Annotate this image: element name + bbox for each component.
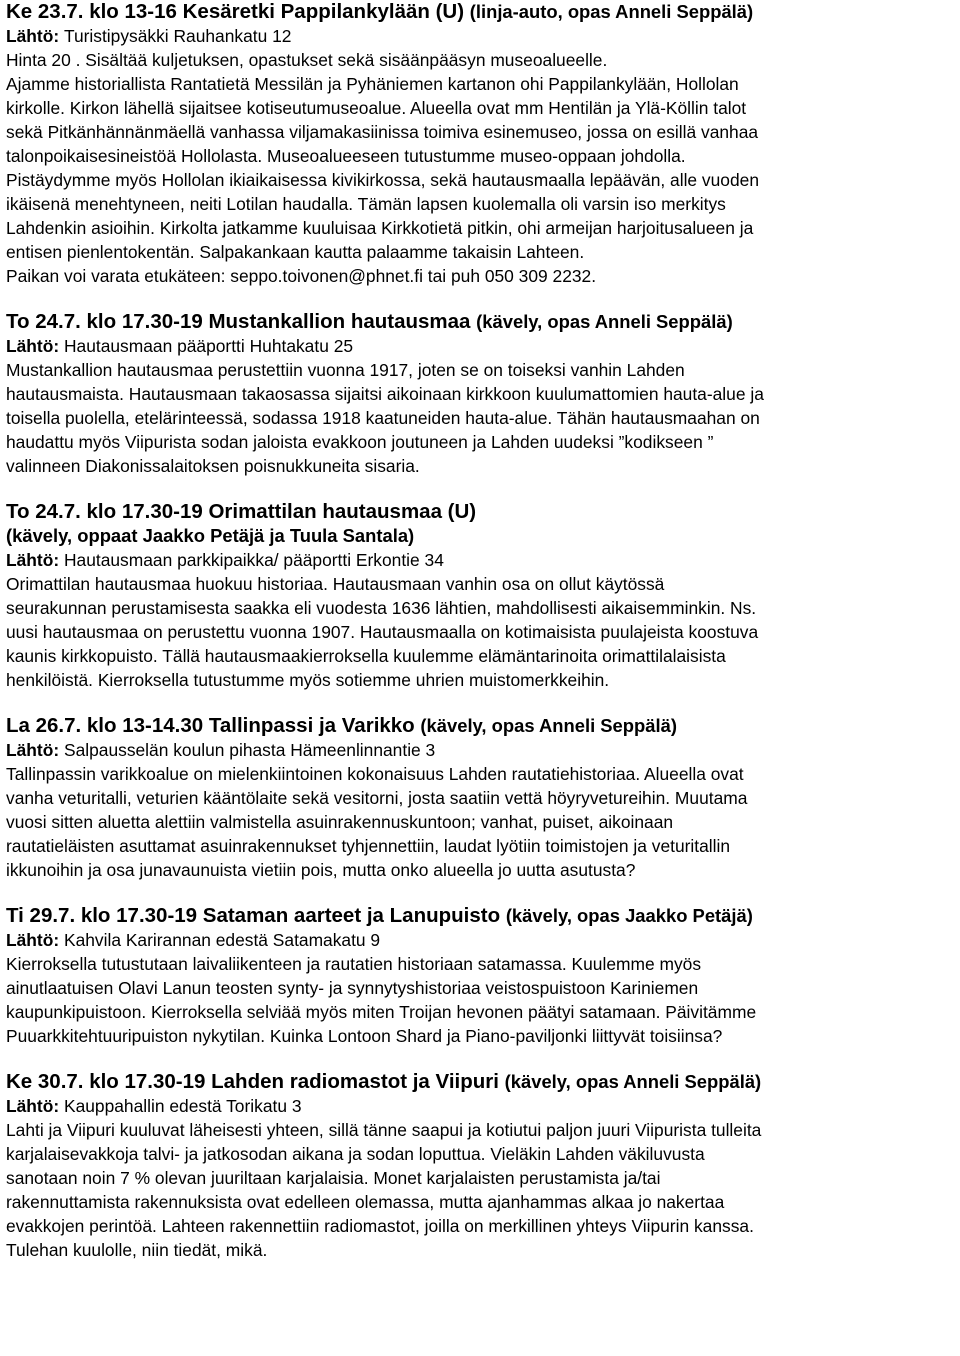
body-text: toisella puolella, etelärinteessä, sodassa 1918 kaatuneiden hauta-alue. Tähän hautausmaahan on [6,408,760,428]
text-line [6,548,954,572]
text-line [6,620,954,644]
body-text: evakkojen perintöä. Lahteen rakennettiin radiomastot, joilla on merkillinen yhteys Viipurin kanssa. [6,1216,754,1236]
bold-text: (kävely, opas Anneli Seppälä) [504,1071,762,1092]
body-text: seurakunnan perustamisesta saakka eli vuodesta 1636 lähtien, mahdollisesti aikaisemminkin. Ns. [6,598,757,618]
body-text: Puuarkkitehtuuripuiston nykytilan. Kuinka Lontoon Shard ja Piano-paviljonki liittyvät toisiinsa? [6,1026,723,1046]
text-line [6,96,954,120]
text-line [6,1000,954,1024]
text-line [6,120,954,144]
bold-text: Lähtö: [6,1096,64,1116]
text-line [6,858,954,882]
text-line [6,668,954,692]
body-text: talonpoikaisesineistöä Hollolasta. Museoalueeseen tutustumme museo-oppaan johdolla. [6,146,686,166]
bold-text: Ke 30.7. klo 17.30-19 Lahden radiomastot ja Viipuri [6,1070,505,1093]
text-line [6,1214,954,1238]
event-orimattila [6,500,954,692]
body-text: Mustankallion hautausmaa perustettiin vuonna 1917, joten se on toiseksi vanhin Lahden [6,360,685,380]
body-text: hautausmaista. Hautausmaan takaosassa sijaitsi aikoinaan kirkkoon kuulumattomien hauta-alue ja [6,384,764,404]
event-heading [6,310,954,334]
body-text: karjalaisevakkoja talvi- ja jatkosodan aikana ja sodan loputtua. Vieläkin Lahden väkiluvusta [6,1144,705,1164]
text-line [6,928,954,952]
text-line [6,572,954,596]
body-text: Lahti ja Viipuri kuuluvat läheisesti yhteen, sillä tänne saapui ja kotiutui paljon juuri Viipurista tulleita [6,1120,762,1140]
text-line [6,1238,954,1262]
body-text: entisen pienlentokentän. Salpakankaan kautta palaamme takaisin Lahteen. [6,242,585,262]
text-line [6,1118,954,1142]
bold-text: Lähtö: [6,740,64,760]
bold-text: La 26.7. klo 13-14.30 Tallinpassi ja Varikko [6,714,421,737]
body-text: vanha veturitalli, veturien kääntölaite sekä vesitorni, josta saatiin vettä höyryvetureihin. Muutama [6,788,748,808]
event-heading [6,500,954,524]
body-text: Hinta 20 . Sisältää kuljetuksen, opastukset sekä sisäänpääsyn museoalueelle. [6,50,608,70]
body-text: ikäisenä menehtyneen, neiti Lotilan haudalla. Tämän lapsen kuolemalla oli varsin iso merkitys [6,194,726,214]
event-mustankallio [6,310,954,478]
body-text: sekä Pitkänhännänmäellä vanhassa viljamakasiinissa toimiva esinemuseo, jossa on esillä vanhaa [6,122,759,142]
bold-text: Ti 29.7. klo 17.30-19 Sataman aarteet ja Lanupuisto [6,904,506,927]
text-line [6,264,954,288]
bold-text: Lähtö: [6,26,64,46]
body-text: Orimattilan hautausmaa huokuu historiaa. Hautausmaan vanhin osa on ollut käytössä [6,574,665,594]
text-line [6,216,954,240]
body-text: kirkolle. Kirkon lähellä sijaitsee kotiseutumuseoalue. Alueella ovat mm Hentilän ja Ylä-Köllin talot [6,98,747,118]
text-line [6,240,954,264]
bold-text: (kävely, opas Anneli Seppälä) [420,715,677,736]
body-text: Lahdenkin asioihin. Kirkolta jatkamme kuuluisaa Kirkkotietä pitkin, ohi armeijan harjoitusalueen ja [6,218,754,238]
text-line [6,382,954,406]
text-line [6,168,954,192]
text-line [6,1142,954,1166]
text-line [6,976,954,1000]
text-line [6,834,954,858]
body-text: vuosi sitten aluetta alettiin valmistella asuinrakennuskuntoon; vanhat, puiset, aikoinaan [6,812,674,832]
event-heading [6,0,954,24]
body-text: ainutlaatuisen Olavi Lanun teosten synty- ja synnytyshistoriaa veistospuistoon Kariniemen [6,978,699,998]
body-text: Hautausmaan parkkipaikka/ pääportti Erkontie 34 [63,550,444,570]
body-text: henkilöistä. Kierroksella tutustumme myös sotiemme uhrien muistomerkkeihin. [6,670,610,690]
bold-text: (kävely, opas Anneli Seppälä) [476,311,733,332]
body-text: uusi hautausmaa on perustettu vuonna 1907. Hautausmaalla on kotimaisista puulajeista koostuva [6,622,759,642]
body-text: ikkunoihin ja osa junavaunuista vietiin pois, mutta onko alueella jo uutta asutusta? [6,860,636,880]
event-heading [6,714,954,738]
bold-text: To 24.7. klo 17.30-19 Orimattilan hautausmaa (U) [6,500,477,523]
text-line [6,430,954,454]
text-line [6,810,954,834]
event-tallinpassi [6,714,954,882]
text-line [6,786,954,810]
body-text: sanotaan noin 7 % olevan juuriltaan karjalaisia. Monet karjalaisten perustamista ja/tai [6,1168,661,1188]
text-line [6,144,954,168]
bold-text: (kävely, oppaat Jaakko Petäjä ja Tuula Santala) [6,525,415,546]
text-line [6,334,954,358]
text-line [6,358,954,382]
text-line [6,762,954,786]
text-line [6,644,954,668]
bold-text: To 24.7. klo 17.30-19 Mustankallion hautausmaa [6,310,477,333]
text-line [6,952,954,976]
text-line [6,596,954,620]
body-text: Kierroksella tutustutaan laivaliikenteen ja rautatien historiaan satamassa. Kuulemme myös [6,954,702,974]
text-line [6,1166,954,1190]
bold-text: Lähtö: [6,930,64,950]
text-line [6,524,954,548]
body-text: Hautausmaan pääportti Huhtakatu 25 [63,336,354,356]
bold-text: Lähtö: [6,550,64,570]
body-text: rautatieläisten asuttamat asuinrakennukset tyhjennettiin, laudat lyötiin toimistojen ja veturitallin [6,836,731,856]
event-radiomastot [6,1070,954,1262]
body-text: Tallinpassin varikkoalue on mielenkiintoinen kokonaisuus Lahden rautatiehistoriaa. Alueella ovat [6,764,744,784]
text-line [6,1094,954,1118]
body-text: Turistipysäkki Rauhankatu 12 [63,26,292,46]
bold-text: Ke 23.7. klo 13-16 Kesäretki Pappilankylään (U) [6,0,470,23]
text-line [6,454,954,478]
body-text: Pistäydymme myös Hollolan ikiaikaisessa kivikirkossa, sekä hautausmaalla lepäävän, alle vuoden [6,170,759,190]
text-line [6,48,954,72]
bold-text: (kävely, opas Jaakko Petäjä) [505,905,753,926]
text-line [6,738,954,762]
body-text: haudattu myös Viipurista sodan jaloista evakkoon joutuneen ja Lahden uudeksi ”kodikseen ” [6,432,714,452]
event-heading [6,904,954,928]
body-text: kaunis kirkkopuisto. Tällä hautausmaakierroksella kuulemme elämäntarinoita orimattilalaisista [6,646,726,666]
body-text: Tulehan kuulolle, niin tiedät, mikä. [6,1240,268,1260]
body-text: Salpausselän koulun pihasta Hämeenlinnantie 3 [63,740,436,760]
body-text: valinneen Diakonissalaitoksen poisnukkuneita sisaria. [6,456,420,476]
bold-text: (linja-auto, opas Anneli Seppälä) [469,1,754,22]
text-line [6,72,954,96]
text-line [6,1024,954,1048]
body-text: Kauppahallin edestä Torikatu 3 [63,1096,302,1116]
text-line [6,406,954,430]
body-text: Kahvila Karirannan edestä Satamakatu 9 [63,930,381,950]
event-heading [6,1070,954,1094]
event-pappilankyla [6,0,954,288]
body-text: Ajamme historiallista Rantatietä Messilän ja Pyhäniemen kartanon ohi Pappilankylään, Hollolan [6,74,739,94]
bold-text: Lähtö: [6,336,64,356]
body-text: rakennuttamista rakennuksista ovat edelleen olemassa, mutta ajanhammas alkaa jo nakertaa [6,1192,725,1212]
body-text: kaupunkipuistoon. Kierroksella selviää myös miten Troijan hevonen päätyi satamaan. Päivitämme [6,1002,757,1022]
text-line [6,1190,954,1214]
body-text: Paikan voi varata etukäteen: seppo.toivonen@phnet.fi tai puh 050 309 2232. [6,266,597,286]
text-line [6,24,954,48]
event-satama [6,904,954,1048]
text-line [6,192,954,216]
